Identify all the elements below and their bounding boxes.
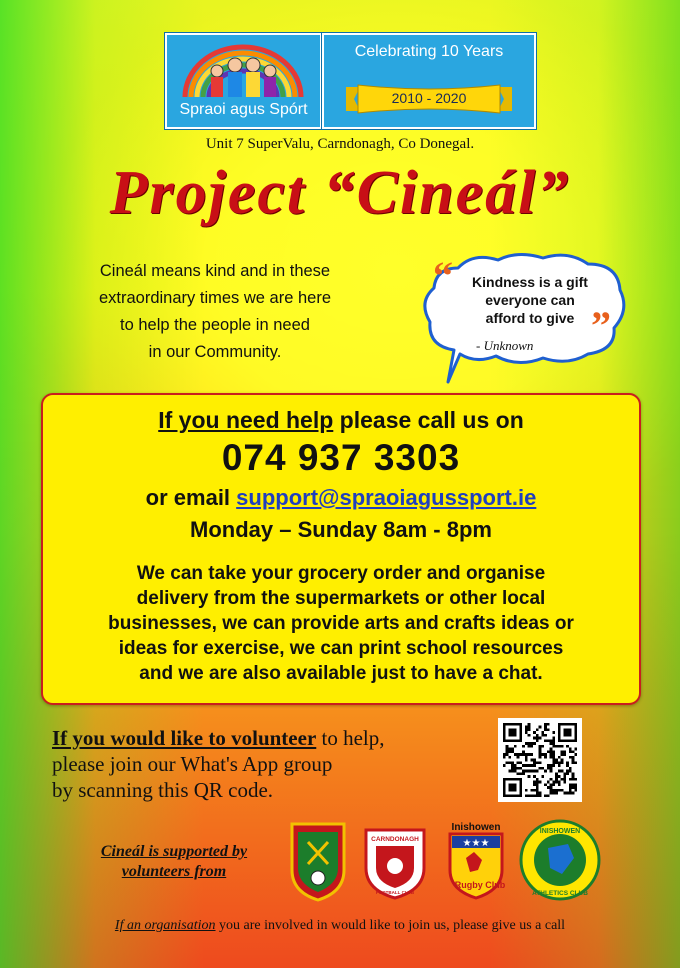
qr-module: [536, 728, 539, 731]
anniversary-title: Celebrating 10 Years: [354, 43, 504, 60]
qr-module: [555, 772, 558, 775]
qr-module: [541, 731, 544, 734]
qr-module: [544, 734, 547, 737]
quote-line: afford to give: [485, 310, 575, 326]
qr-module: [566, 745, 569, 748]
qr-module: [528, 794, 531, 797]
qr-module: [561, 759, 564, 762]
qr-module: [550, 753, 553, 756]
qr-module: [525, 789, 528, 792]
qr-module: [572, 786, 575, 789]
qr-module: [552, 753, 555, 756]
qr-module: [536, 783, 539, 786]
qr-module: [539, 781, 542, 784]
qr-module: [563, 792, 566, 795]
qr-module: [552, 764, 555, 767]
supported-line: volunteers from: [121, 863, 227, 880]
qr-module: [525, 731, 528, 734]
qr-module: [517, 753, 520, 756]
anniversary-badge: [322, 33, 536, 129]
qr-module: [550, 783, 553, 786]
carndonagh-club-bottom: FOOTBALL CLUB: [375, 890, 415, 895]
qr-module: [561, 750, 564, 753]
qr-module: [536, 737, 539, 740]
qr-module: [558, 745, 561, 748]
qr-module: [514, 764, 517, 767]
whatsapp-qr-code[interactable]: [498, 718, 582, 802]
intro-text: [55, 258, 375, 366]
qr-module: [572, 778, 575, 781]
qr-module: [544, 783, 547, 786]
qr-module: [517, 761, 520, 764]
qr-module: [555, 792, 558, 795]
call-us-text: please call us on: [333, 407, 524, 433]
qr-module: [572, 775, 575, 778]
qr-module: [533, 781, 536, 784]
qr-module: [506, 748, 509, 751]
qr-module: [541, 775, 544, 778]
qr-module: [544, 753, 547, 756]
qr-module: [533, 759, 536, 762]
qr-module: [503, 764, 506, 767]
qr-module: [558, 781, 561, 784]
qr-module: [539, 761, 542, 764]
qr-module: [539, 726, 542, 729]
qr-module: [536, 781, 539, 784]
qr-module: [552, 781, 555, 784]
qr-module: [541, 745, 544, 748]
qr-module: [525, 756, 528, 759]
phone-number[interactable]: 074 937 3303: [221, 437, 461, 478]
quote-line: everyone can: [485, 292, 575, 308]
qr-module: [536, 794, 539, 797]
help-description-line: and we are also available just to have a chat.: [139, 663, 543, 684]
supported-by-text: [64, 842, 284, 882]
volunteer-text: [52, 725, 482, 803]
qr-module: [539, 748, 542, 751]
qr-module: [544, 794, 547, 797]
qr-module: [530, 759, 533, 762]
qr-module: [528, 775, 531, 778]
qr-module: [528, 764, 531, 767]
qr-module: [547, 767, 550, 770]
qr-module: [563, 778, 566, 781]
logo-name: Spraoi agus Spórt: [179, 101, 308, 118]
qr-module: [519, 767, 522, 770]
qr-module: [539, 737, 542, 740]
qr-module: [517, 772, 520, 775]
stars-icon: ★★★: [462, 838, 490, 849]
qr-module: [550, 792, 553, 795]
qr-module: [530, 745, 533, 748]
qr-module: [550, 767, 553, 770]
qr-module: [522, 745, 525, 748]
qr-module: [550, 786, 553, 789]
qr-module: [550, 770, 553, 773]
qr-module: [525, 759, 528, 762]
qr-module: [503, 753, 506, 756]
help-description-line: We can take your grocery order and organise: [136, 563, 546, 584]
qr-module: [536, 786, 539, 789]
qr-module: [561, 778, 564, 781]
qr-module: [552, 731, 555, 734]
qr-module: [536, 734, 539, 737]
qr-module: [574, 778, 577, 781]
intro-line: in our Community.: [148, 343, 282, 361]
qr-module: [547, 728, 550, 731]
qr-module: [525, 742, 528, 745]
qr-module: [574, 761, 577, 764]
qr-module: [561, 770, 564, 773]
ribbon-banner-icon: [346, 83, 512, 115]
qr-module: [569, 778, 572, 781]
qr-module: [561, 753, 564, 756]
qr-module: [533, 764, 536, 767]
qr-module: [566, 772, 569, 775]
address: Unit 7 SuperValu, Carndonagh, Co Donegal.: [205, 136, 475, 152]
qr-module: [525, 770, 528, 773]
qr-module: [525, 726, 528, 729]
qr-module: [506, 753, 509, 756]
qr-module: [561, 789, 564, 792]
qr-module: [519, 772, 522, 775]
qr-module: [530, 764, 533, 767]
qr-module: [544, 739, 547, 742]
qr-module: [528, 726, 531, 729]
qr-module: [555, 745, 558, 748]
qr-module: [539, 767, 542, 770]
qr-module: [533, 789, 536, 792]
qr-module: [539, 745, 542, 748]
qr-module: [555, 778, 558, 781]
quote-text: [445, 273, 615, 327]
qr-module: [530, 753, 533, 756]
qr-module: [541, 753, 544, 756]
qr-module: [552, 739, 555, 742]
qr-module: [550, 778, 553, 781]
qr-module: [528, 723, 531, 726]
qr-module: [552, 761, 555, 764]
qr-module: [558, 783, 561, 786]
inishowen-rugby-club-crest: [440, 818, 512, 902]
qr-module: [569, 750, 572, 753]
qr-module: [574, 783, 577, 786]
qr-module: [506, 750, 509, 753]
qr-module: [533, 775, 536, 778]
qr-module: [569, 786, 572, 789]
qr-module: [514, 767, 517, 770]
qr-module: [566, 792, 569, 795]
qr-module: [566, 761, 569, 764]
qr-module: [503, 756, 506, 759]
qr-module: [536, 792, 539, 795]
qr-module: [522, 753, 525, 756]
qr-module: [544, 756, 547, 759]
qr-module: [563, 781, 566, 784]
qr-module: [547, 750, 550, 753]
qr-module: [552, 745, 555, 748]
qr-module: [519, 761, 522, 764]
qr-module: [508, 761, 511, 764]
qr-module: [525, 753, 528, 756]
qr-module: [544, 726, 547, 729]
help-description: [59, 561, 623, 686]
qr-module: [572, 759, 575, 762]
qr-module: [533, 761, 536, 764]
qr-module: [525, 764, 528, 767]
opening-hours: Monday – Sunday 8am - 8pm: [190, 517, 492, 542]
qr-module: [547, 739, 550, 742]
qr-module: [558, 761, 561, 764]
qr-module: [511, 761, 514, 764]
footer-lead: If an organisation: [114, 918, 216, 933]
qr-module: [539, 753, 542, 756]
qr-module: [572, 756, 575, 759]
qr-module: [550, 739, 553, 742]
qr-module: [547, 781, 550, 784]
open-quote-icon: “: [433, 253, 453, 298]
qr-module: [511, 770, 514, 773]
qr-module: [547, 794, 550, 797]
anniversary-years: 2010 - 2020: [391, 90, 467, 106]
qr-module: [561, 761, 564, 764]
intro-line: Cineál means kind and in these: [99, 262, 331, 280]
qr-module: [569, 756, 572, 759]
qr-module: [508, 750, 511, 753]
qr-module: [519, 753, 522, 756]
qr-module: [536, 770, 539, 773]
qr-module: [569, 783, 572, 786]
qr-module: [536, 789, 539, 792]
qr-module: [544, 728, 547, 731]
inishowen-athletics-club-crest: [518, 818, 602, 902]
rugby-club-top: Inishowen: [451, 822, 501, 833]
qr-module: [528, 753, 531, 756]
qr-module: [555, 761, 558, 764]
qr-module: [574, 789, 577, 792]
qr-module: [506, 761, 509, 764]
qr-module: [539, 750, 542, 753]
need-help-text: If you need help: [158, 407, 334, 433]
email-line: [43, 485, 639, 511]
qr-module: [511, 767, 514, 770]
qr-module: [550, 756, 553, 759]
qr-module: [514, 770, 517, 773]
qr-module: [536, 739, 539, 742]
qr-module: [544, 723, 547, 726]
qr-module: [572, 792, 575, 795]
qr-module: [533, 794, 536, 797]
qr-module: [530, 770, 533, 773]
qr-module: [552, 737, 555, 740]
qr-module: [569, 770, 572, 773]
qr-module: [547, 786, 550, 789]
quote-author: - Unknown: [476, 338, 534, 353]
qr-module: [563, 753, 566, 756]
qr-module: [552, 756, 555, 759]
qr-module: [533, 770, 536, 773]
help-description-line: businesses, we can provide arts and crafts ideas or: [108, 613, 574, 634]
qr-module: [572, 783, 575, 786]
qr-module: [514, 745, 517, 748]
qr-module: [539, 794, 542, 797]
qr-module: [550, 764, 553, 767]
qr-module: [574, 748, 577, 751]
qr-module: [517, 756, 520, 759]
qr-module: [511, 748, 514, 751]
qr-module: [528, 770, 531, 773]
qr-module: [514, 753, 517, 756]
qr-module: [508, 748, 511, 751]
qr-module: [541, 767, 544, 770]
athletics-club-top: INISHOWEN: [539, 828, 581, 835]
qr-module: [550, 750, 553, 753]
qr-module: [558, 770, 561, 773]
qr-module: [569, 748, 572, 751]
help-description-line: ideas for exercise, we can print school resources: [118, 638, 564, 659]
qr-module: [530, 742, 533, 745]
qr-module: [558, 764, 561, 767]
qr-module: [544, 770, 547, 773]
qr-module: [508, 770, 511, 773]
volunteer-rest: to help,: [316, 726, 385, 750]
email-link[interactable]: support@spraoiagussport.ie: [236, 485, 537, 510]
qr-module: [552, 750, 555, 753]
qr-module: [550, 742, 553, 745]
qr-module: [525, 728, 528, 731]
qr-module: [528, 734, 531, 737]
intro-line: extraordinary times we are here: [98, 289, 331, 307]
help-heading: [43, 407, 639, 434]
qr-module: [533, 731, 536, 734]
qr-module: [541, 734, 544, 737]
qr-module: [528, 728, 531, 731]
qr-module: [572, 750, 575, 753]
qr-module: [536, 778, 539, 781]
qr-module: [539, 792, 542, 795]
qr-module: [528, 742, 531, 745]
qr-module: [533, 737, 536, 740]
rugby-club-bottom: Rugby Club: [454, 880, 506, 890]
qr-module: [572, 761, 575, 764]
qr-module: [563, 750, 566, 753]
volunteer-lead: If you would like to volunteer: [52, 726, 317, 750]
qr-module: [511, 750, 514, 753]
qr-module: [558, 789, 561, 792]
volunteer-line: please join our What's App group: [52, 752, 333, 776]
qr-module: [506, 745, 509, 748]
qr-module: [558, 775, 561, 778]
qr-module: [569, 792, 572, 795]
qr-module: [522, 750, 525, 753]
qr-module: [574, 786, 577, 789]
spraoi-agus-sport-logo: [165, 33, 322, 129]
qr-module: [569, 789, 572, 792]
quote-line: Kindness is a gift: [472, 274, 588, 290]
qr-module: [525, 794, 528, 797]
close-quote-icon: ”: [591, 303, 611, 348]
qr-module: [569, 767, 572, 770]
athletics-club-bottom: ATHLETICS CLUB: [532, 890, 588, 897]
footer-rest: you are involved in would like to join us, please give us a call: [215, 918, 566, 933]
qr-module: [517, 767, 520, 770]
or-email-text: or email: [145, 485, 237, 510]
help-description-line: delivery from the supermarkets or other local: [136, 588, 546, 609]
help-info-box: [41, 393, 641, 705]
qr-module: [555, 789, 558, 792]
qr-module: [528, 745, 531, 748]
qr-module: [536, 761, 539, 764]
qr-module: [552, 783, 555, 786]
carndonagh-football-club-crest: [362, 824, 428, 900]
volunteer-line: by scanning this QR code.: [52, 778, 274, 802]
qr-module: [561, 745, 564, 748]
qr-module: [566, 764, 569, 767]
volunteer-line: [52, 725, 482, 751]
qr-module: [552, 759, 555, 762]
qr-module: [533, 742, 536, 745]
qr-module: [563, 775, 566, 778]
qr-module: [508, 756, 511, 759]
qr-module: [511, 764, 514, 767]
qr-module: [550, 789, 553, 792]
qr-module: [566, 770, 569, 773]
gaa-club-crest-icon: [288, 820, 348, 902]
page-title: Project “Cineál”: [109, 159, 571, 227]
qr-module: [555, 759, 558, 762]
qr-module: [533, 783, 536, 786]
footer-text: [0, 918, 680, 934]
qr-module: [552, 789, 555, 792]
qr-module: [572, 772, 575, 775]
qr-module: [530, 794, 533, 797]
qr-module: [552, 792, 555, 795]
qr-module: [547, 723, 550, 726]
qr-module: [574, 753, 577, 756]
qr-module: [555, 781, 558, 784]
qr-module: [550, 748, 553, 751]
qr-module: [539, 756, 542, 759]
qr-module: [563, 772, 566, 775]
qr-module: [552, 742, 555, 745]
qr-module: [522, 772, 525, 775]
qr-module: [555, 775, 558, 778]
carndonagh-club-top: CARNDONAGH: [371, 836, 419, 843]
qr-module: [547, 764, 550, 767]
qr-module: [522, 770, 525, 773]
qr-module: [522, 764, 525, 767]
supported-line: Cineál is supported by: [100, 843, 248, 860]
intro-line: to help the people in need: [120, 316, 310, 334]
qr-module: [558, 756, 561, 759]
qr-module: [530, 789, 533, 792]
